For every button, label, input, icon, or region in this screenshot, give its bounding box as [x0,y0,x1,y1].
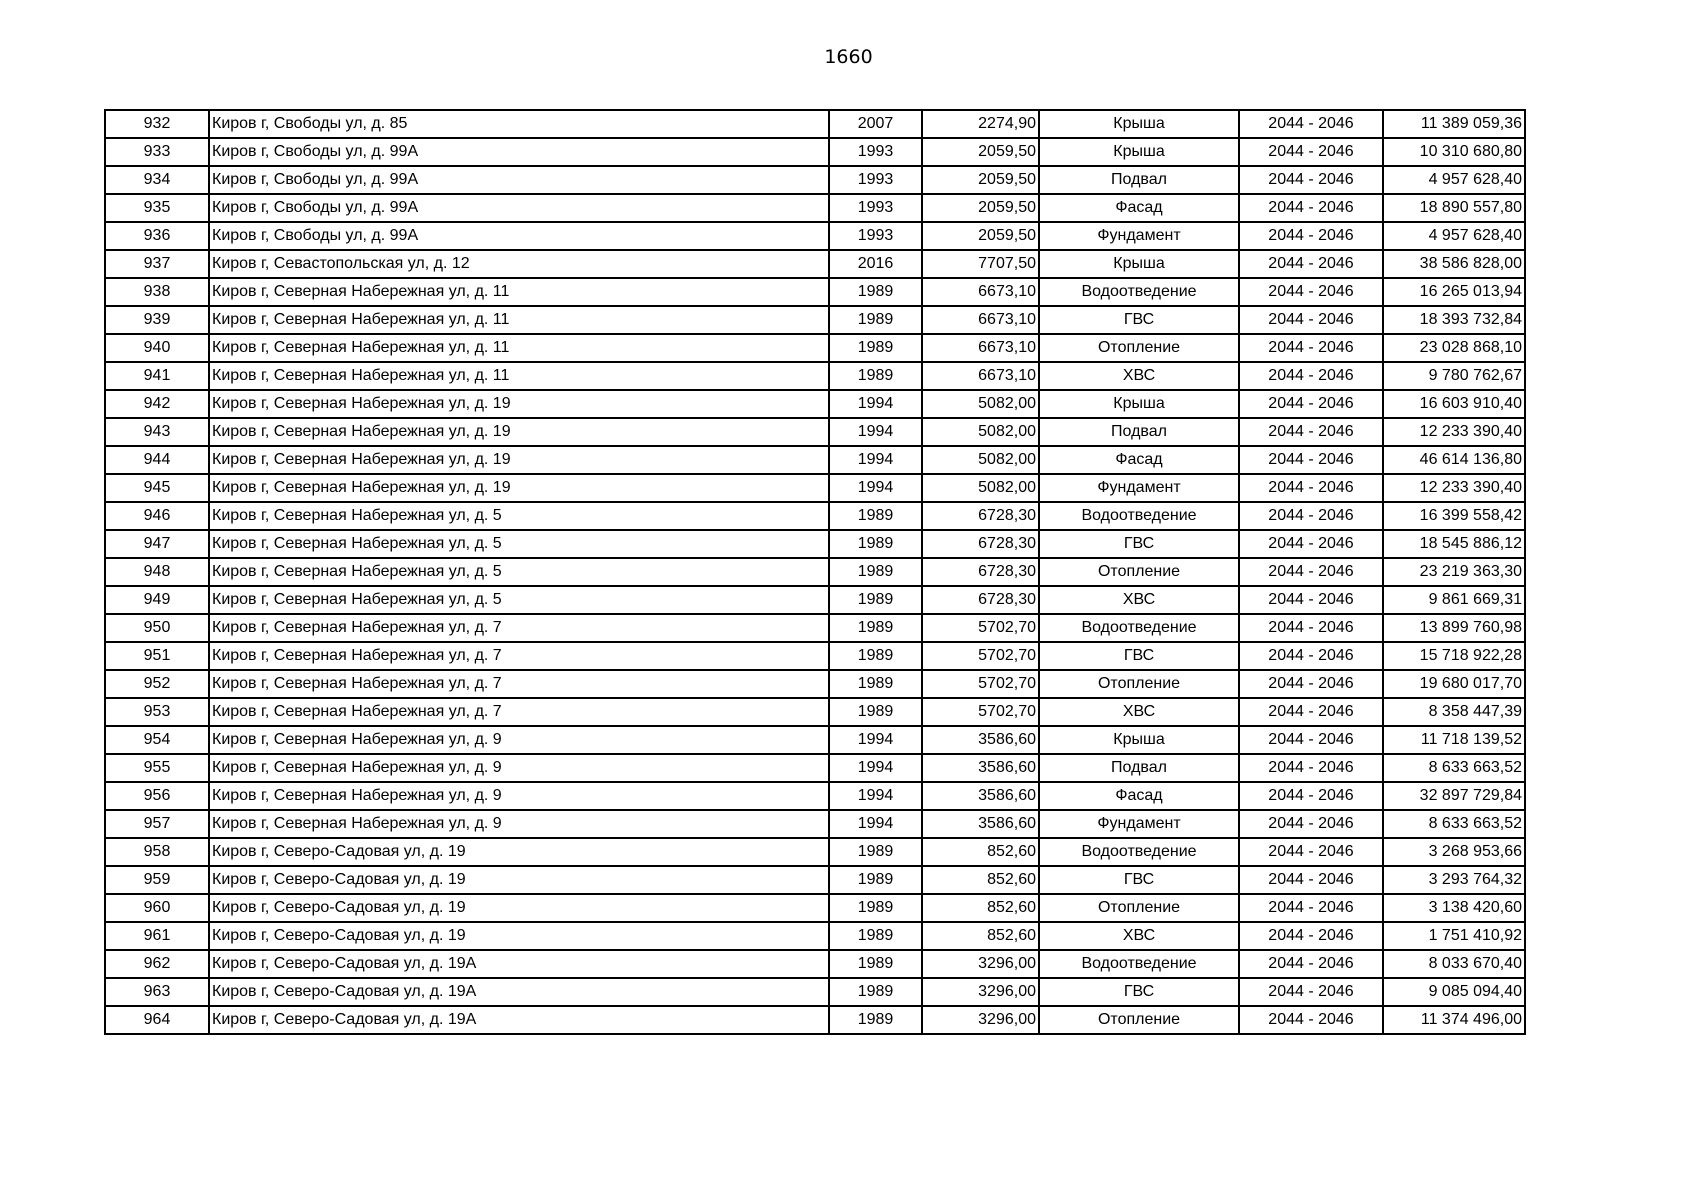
cost-cell: 11 389 059,36 [1383,110,1525,138]
period-cell: 2044 - 2046 [1239,810,1383,838]
table-row [105,782,1525,810]
cost-cell: 3 138 420,60 [1383,894,1525,922]
address-cell: Киров г, Северная Набережная ул, д. 11 [209,362,829,390]
address-cell: Киров г, Северо-Садовая ул, д. 19 [209,894,829,922]
element-cell: Крыша [1039,110,1239,138]
row-number: 934 [105,166,209,194]
period-cell: 2044 - 2046 [1239,950,1383,978]
period-cell: 2044 - 2046 [1239,558,1383,586]
cost-cell: 18 890 557,80 [1383,194,1525,222]
area-cell: 5702,70 [922,670,1039,698]
year-cell: 1993 [829,222,922,250]
address-cell: Киров г, Северо-Садовая ул, д. 19 [209,922,829,950]
year-cell: 1989 [829,306,922,334]
table-row [105,138,1525,166]
address-cell: Киров г, Свободы ул, д. 99А [209,138,829,166]
element-cell: Водоотведение [1039,278,1239,306]
year-cell: 2016 [829,250,922,278]
year-cell: 1989 [829,614,922,642]
area-cell: 2059,50 [922,222,1039,250]
cost-cell: 9 085 094,40 [1383,978,1525,1006]
row-number: 962 [105,950,209,978]
area-cell: 852,60 [922,866,1039,894]
area-cell: 5702,70 [922,614,1039,642]
cost-cell: 12 233 390,40 [1383,418,1525,446]
area-cell: 7707,50 [922,250,1039,278]
table-body [105,110,1525,1034]
row-number: 935 [105,194,209,222]
cost-cell: 4 957 628,40 [1383,222,1525,250]
area-cell: 6728,30 [922,586,1039,614]
year-cell: 1994 [829,782,922,810]
address-cell: Киров г, Северная Набережная ул, д. 11 [209,306,829,334]
period-cell: 2044 - 2046 [1239,922,1383,950]
page-number: 1660 [824,46,873,68]
year-cell: 1989 [829,950,922,978]
year-cell: 1994 [829,810,922,838]
row-number: 939 [105,306,209,334]
address-cell: Киров г, Северная Набережная ул, д. 5 [209,586,829,614]
row-number: 948 [105,558,209,586]
cost-cell: 10 310 680,80 [1383,138,1525,166]
cost-cell: 16 265 013,94 [1383,278,1525,306]
period-cell: 2044 - 2046 [1239,502,1383,530]
period-cell: 2044 - 2046 [1239,474,1383,502]
table-row [105,362,1525,390]
period-cell: 2044 - 2046 [1239,838,1383,866]
row-number: 956 [105,782,209,810]
row-number: 936 [105,222,209,250]
period-cell: 2044 - 2046 [1239,334,1383,362]
table-row [105,194,1525,222]
cost-cell: 46 614 136,80 [1383,446,1525,474]
area-cell: 3586,60 [922,782,1039,810]
table-row [105,110,1525,138]
cost-cell: 8 633 663,52 [1383,810,1525,838]
year-cell: 2007 [829,110,922,138]
area-cell: 3296,00 [922,950,1039,978]
cost-cell: 8 633 663,52 [1383,754,1525,782]
address-cell: Киров г, Северная Набережная ул, д. 5 [209,558,829,586]
year-cell: 1994 [829,418,922,446]
address-cell: Киров г, Северная Набережная ул, д. 19 [209,418,829,446]
table-row [105,530,1525,558]
area-cell: 6673,10 [922,306,1039,334]
cost-cell: 8 033 670,40 [1383,950,1525,978]
cost-cell: 15 718 922,28 [1383,642,1525,670]
element-cell: ГВС [1039,866,1239,894]
table-row [105,446,1525,474]
address-cell: Киров г, Свободы ул, д. 99А [209,166,829,194]
address-cell: Киров г, Северная Набережная ул, д. 9 [209,726,829,754]
cost-cell: 11 374 496,00 [1383,1006,1525,1034]
address-cell: Киров г, Севастопольская ул, д. 12 [209,250,829,278]
element-cell: Подвал [1039,166,1239,194]
table-row [105,642,1525,670]
row-number: 940 [105,334,209,362]
table-row [105,306,1525,334]
period-cell: 2044 - 2046 [1239,306,1383,334]
cost-cell: 13 899 760,98 [1383,614,1525,642]
year-cell: 1994 [829,474,922,502]
year-cell: 1993 [829,166,922,194]
cost-cell: 19 680 017,70 [1383,670,1525,698]
row-number: 937 [105,250,209,278]
address-cell: Киров г, Северо-Садовая ул, д. 19 [209,866,829,894]
element-cell: ХВС [1039,362,1239,390]
element-cell: Крыша [1039,726,1239,754]
period-cell: 2044 - 2046 [1239,194,1383,222]
period-cell: 2044 - 2046 [1239,390,1383,418]
element-cell: Фундамент [1039,474,1239,502]
row-number: 954 [105,726,209,754]
period-cell: 2044 - 2046 [1239,586,1383,614]
address-cell: Киров г, Северная Набережная ул, д. 11 [209,278,829,306]
row-number: 958 [105,838,209,866]
table-row [105,950,1525,978]
table-row [105,502,1525,530]
year-cell: 1989 [829,894,922,922]
address-cell: Киров г, Северная Набережная ул, д. 9 [209,810,829,838]
period-cell: 2044 - 2046 [1239,782,1383,810]
year-cell: 1989 [829,558,922,586]
area-cell: 5702,70 [922,642,1039,670]
element-cell: Отопление [1039,334,1239,362]
period-cell: 2044 - 2046 [1239,978,1383,1006]
period-cell: 2044 - 2046 [1239,642,1383,670]
element-cell: ГВС [1039,978,1239,1006]
table-row [105,586,1525,614]
row-number: 932 [105,110,209,138]
element-cell: Крыша [1039,138,1239,166]
year-cell: 1989 [829,334,922,362]
address-cell: Киров г, Северная Набережная ул, д. 5 [209,530,829,558]
area-cell: 2059,50 [922,166,1039,194]
period-cell: 2044 - 2046 [1239,446,1383,474]
element-cell: Водоотведение [1039,502,1239,530]
element-cell: Подвал [1039,754,1239,782]
element-cell: Водоотведение [1039,950,1239,978]
cost-cell: 3 268 953,66 [1383,838,1525,866]
year-cell: 1994 [829,390,922,418]
element-cell: ГВС [1039,306,1239,334]
period-cell: 2044 - 2046 [1239,138,1383,166]
element-cell: Отопление [1039,670,1239,698]
table-row [105,278,1525,306]
area-cell: 852,60 [922,838,1039,866]
table-row [105,474,1525,502]
row-number: 944 [105,446,209,474]
element-cell: Фундамент [1039,810,1239,838]
area-cell: 6728,30 [922,530,1039,558]
element-cell: Водоотведение [1039,614,1239,642]
area-cell: 6673,10 [922,362,1039,390]
year-cell: 1989 [829,362,922,390]
element-cell: Отопление [1039,1006,1239,1034]
table-row [105,866,1525,894]
cost-cell: 16 399 558,42 [1383,502,1525,530]
table-row [105,894,1525,922]
area-cell: 2274,90 [922,110,1039,138]
table-row [105,334,1525,362]
address-cell: Киров г, Северная Набережная ул, д. 7 [209,670,829,698]
cost-cell: 23 028 868,10 [1383,334,1525,362]
table-row [105,754,1525,782]
area-cell: 852,60 [922,922,1039,950]
cost-cell: 1 751 410,92 [1383,922,1525,950]
area-cell: 3586,60 [922,810,1039,838]
row-number: 949 [105,586,209,614]
year-cell: 1994 [829,754,922,782]
period-cell: 2044 - 2046 [1239,222,1383,250]
table-row [105,1006,1525,1034]
table-row [105,418,1525,446]
element-cell: Крыша [1039,250,1239,278]
table-row [105,726,1525,754]
capital-repair-table [104,109,1526,1035]
area-cell: 3296,00 [922,978,1039,1006]
year-cell: 1989 [829,502,922,530]
element-cell: Фасад [1039,782,1239,810]
area-cell: 6673,10 [922,278,1039,306]
cost-cell: 18 545 886,12 [1383,530,1525,558]
element-cell: ХВС [1039,586,1239,614]
area-cell: 6728,30 [922,558,1039,586]
table-row [105,838,1525,866]
address-cell: Киров г, Северная Набережная ул, д. 5 [209,502,829,530]
area-cell: 3296,00 [922,1006,1039,1034]
period-cell: 2044 - 2046 [1239,530,1383,558]
table-row [105,166,1525,194]
area-cell: 852,60 [922,894,1039,922]
period-cell: 2044 - 2046 [1239,866,1383,894]
address-cell: Киров г, Северо-Садовая ул, д. 19А [209,978,829,1006]
area-cell: 6728,30 [922,502,1039,530]
period-cell: 2044 - 2046 [1239,418,1383,446]
area-cell: 6673,10 [922,334,1039,362]
element-cell: ГВС [1039,642,1239,670]
element-cell: Подвал [1039,418,1239,446]
address-cell: Киров г, Свободы ул, д. 85 [209,110,829,138]
address-cell: Киров г, Северная Набережная ул, д. 19 [209,474,829,502]
cost-cell: 4 957 628,40 [1383,166,1525,194]
row-number: 942 [105,390,209,418]
element-cell: ХВС [1039,922,1239,950]
area-cell: 2059,50 [922,194,1039,222]
table-row [105,614,1525,642]
element-cell: ХВС [1039,698,1239,726]
area-cell: 5082,00 [922,390,1039,418]
address-cell: Киров г, Северная Набережная ул, д. 7 [209,642,829,670]
row-number: 946 [105,502,209,530]
table-row [105,922,1525,950]
address-cell: Киров г, Северная Набережная ул, д. 19 [209,390,829,418]
row-number: 938 [105,278,209,306]
year-cell: 1989 [829,278,922,306]
address-cell: Киров г, Северная Набережная ул, д. 9 [209,754,829,782]
year-cell: 1989 [829,530,922,558]
row-number: 947 [105,530,209,558]
period-cell: 2044 - 2046 [1239,362,1383,390]
year-cell: 1989 [829,838,922,866]
table-row [105,698,1525,726]
address-cell: Киров г, Северная Набережная ул, д. 7 [209,698,829,726]
area-cell: 3586,60 [922,726,1039,754]
cost-cell: 9 780 762,67 [1383,362,1525,390]
cost-cell: 23 219 363,30 [1383,558,1525,586]
year-cell: 1989 [829,698,922,726]
area-cell: 5082,00 [922,446,1039,474]
area-cell: 3586,60 [922,754,1039,782]
table-row [105,978,1525,1006]
address-cell: Киров г, Северная Набережная ул, д. 11 [209,334,829,362]
table-row [105,222,1525,250]
address-cell: Киров г, Свободы ул, д. 99А [209,194,829,222]
row-number: 933 [105,138,209,166]
table-row [105,670,1525,698]
area-cell: 5082,00 [922,474,1039,502]
address-cell: Киров г, Северо-Садовая ул, д. 19А [209,950,829,978]
row-number: 952 [105,670,209,698]
element-cell: Водоотведение [1039,838,1239,866]
row-number: 959 [105,866,209,894]
element-cell: Фундамент [1039,222,1239,250]
period-cell: 2044 - 2046 [1239,614,1383,642]
row-number: 957 [105,810,209,838]
year-cell: 1989 [829,1006,922,1034]
period-cell: 2044 - 2046 [1239,166,1383,194]
cost-cell: 32 897 729,84 [1383,782,1525,810]
address-cell: Киров г, Свободы ул, д. 99А [209,222,829,250]
cost-cell: 8 358 447,39 [1383,698,1525,726]
element-cell: Крыша [1039,390,1239,418]
table-row [105,810,1525,838]
year-cell: 1989 [829,642,922,670]
year-cell: 1993 [829,194,922,222]
period-cell: 2044 - 2046 [1239,894,1383,922]
period-cell: 2044 - 2046 [1239,698,1383,726]
row-number: 963 [105,978,209,1006]
element-cell: Отопление [1039,894,1239,922]
address-cell: Киров г, Северная Набережная ул, д. 9 [209,782,829,810]
row-number: 961 [105,922,209,950]
period-cell: 2044 - 2046 [1239,754,1383,782]
area-cell: 5082,00 [922,418,1039,446]
row-number: 943 [105,418,209,446]
element-cell: ГВС [1039,530,1239,558]
year-cell: 1994 [829,446,922,474]
year-cell: 1994 [829,726,922,754]
row-number: 964 [105,1006,209,1034]
table-row [105,250,1525,278]
year-cell: 1993 [829,138,922,166]
year-cell: 1989 [829,866,922,894]
cost-cell: 18 393 732,84 [1383,306,1525,334]
year-cell: 1989 [829,670,922,698]
row-number: 950 [105,614,209,642]
year-cell: 1989 [829,586,922,614]
row-number: 953 [105,698,209,726]
area-cell: 5702,70 [922,698,1039,726]
row-number: 951 [105,642,209,670]
row-number: 955 [105,754,209,782]
address-cell: Киров г, Северо-Садовая ул, д. 19А [209,1006,829,1034]
cost-cell: 12 233 390,40 [1383,474,1525,502]
element-cell: Фасад [1039,446,1239,474]
address-cell: Киров г, Северная Набережная ул, д. 7 [209,614,829,642]
element-cell: Отопление [1039,558,1239,586]
period-cell: 2044 - 2046 [1239,250,1383,278]
table-row [105,558,1525,586]
period-cell: 2044 - 2046 [1239,110,1383,138]
table-row [105,390,1525,418]
address-cell: Киров г, Северная Набережная ул, д. 19 [209,446,829,474]
period-cell: 2044 - 2046 [1239,278,1383,306]
row-number: 960 [105,894,209,922]
period-cell: 2044 - 2046 [1239,1006,1383,1034]
period-cell: 2044 - 2046 [1239,670,1383,698]
element-cell: Фасад [1039,194,1239,222]
cost-cell: 3 293 764,32 [1383,866,1525,894]
area-cell: 2059,50 [922,138,1039,166]
cost-cell: 11 718 139,52 [1383,726,1525,754]
cost-cell: 16 603 910,40 [1383,390,1525,418]
cost-cell: 9 861 669,31 [1383,586,1525,614]
row-number: 945 [105,474,209,502]
period-cell: 2044 - 2046 [1239,726,1383,754]
year-cell: 1989 [829,978,922,1006]
row-number: 941 [105,362,209,390]
year-cell: 1989 [829,922,922,950]
address-cell: Киров г, Северо-Садовая ул, д. 19 [209,838,829,866]
cost-cell: 38 586 828,00 [1383,250,1525,278]
